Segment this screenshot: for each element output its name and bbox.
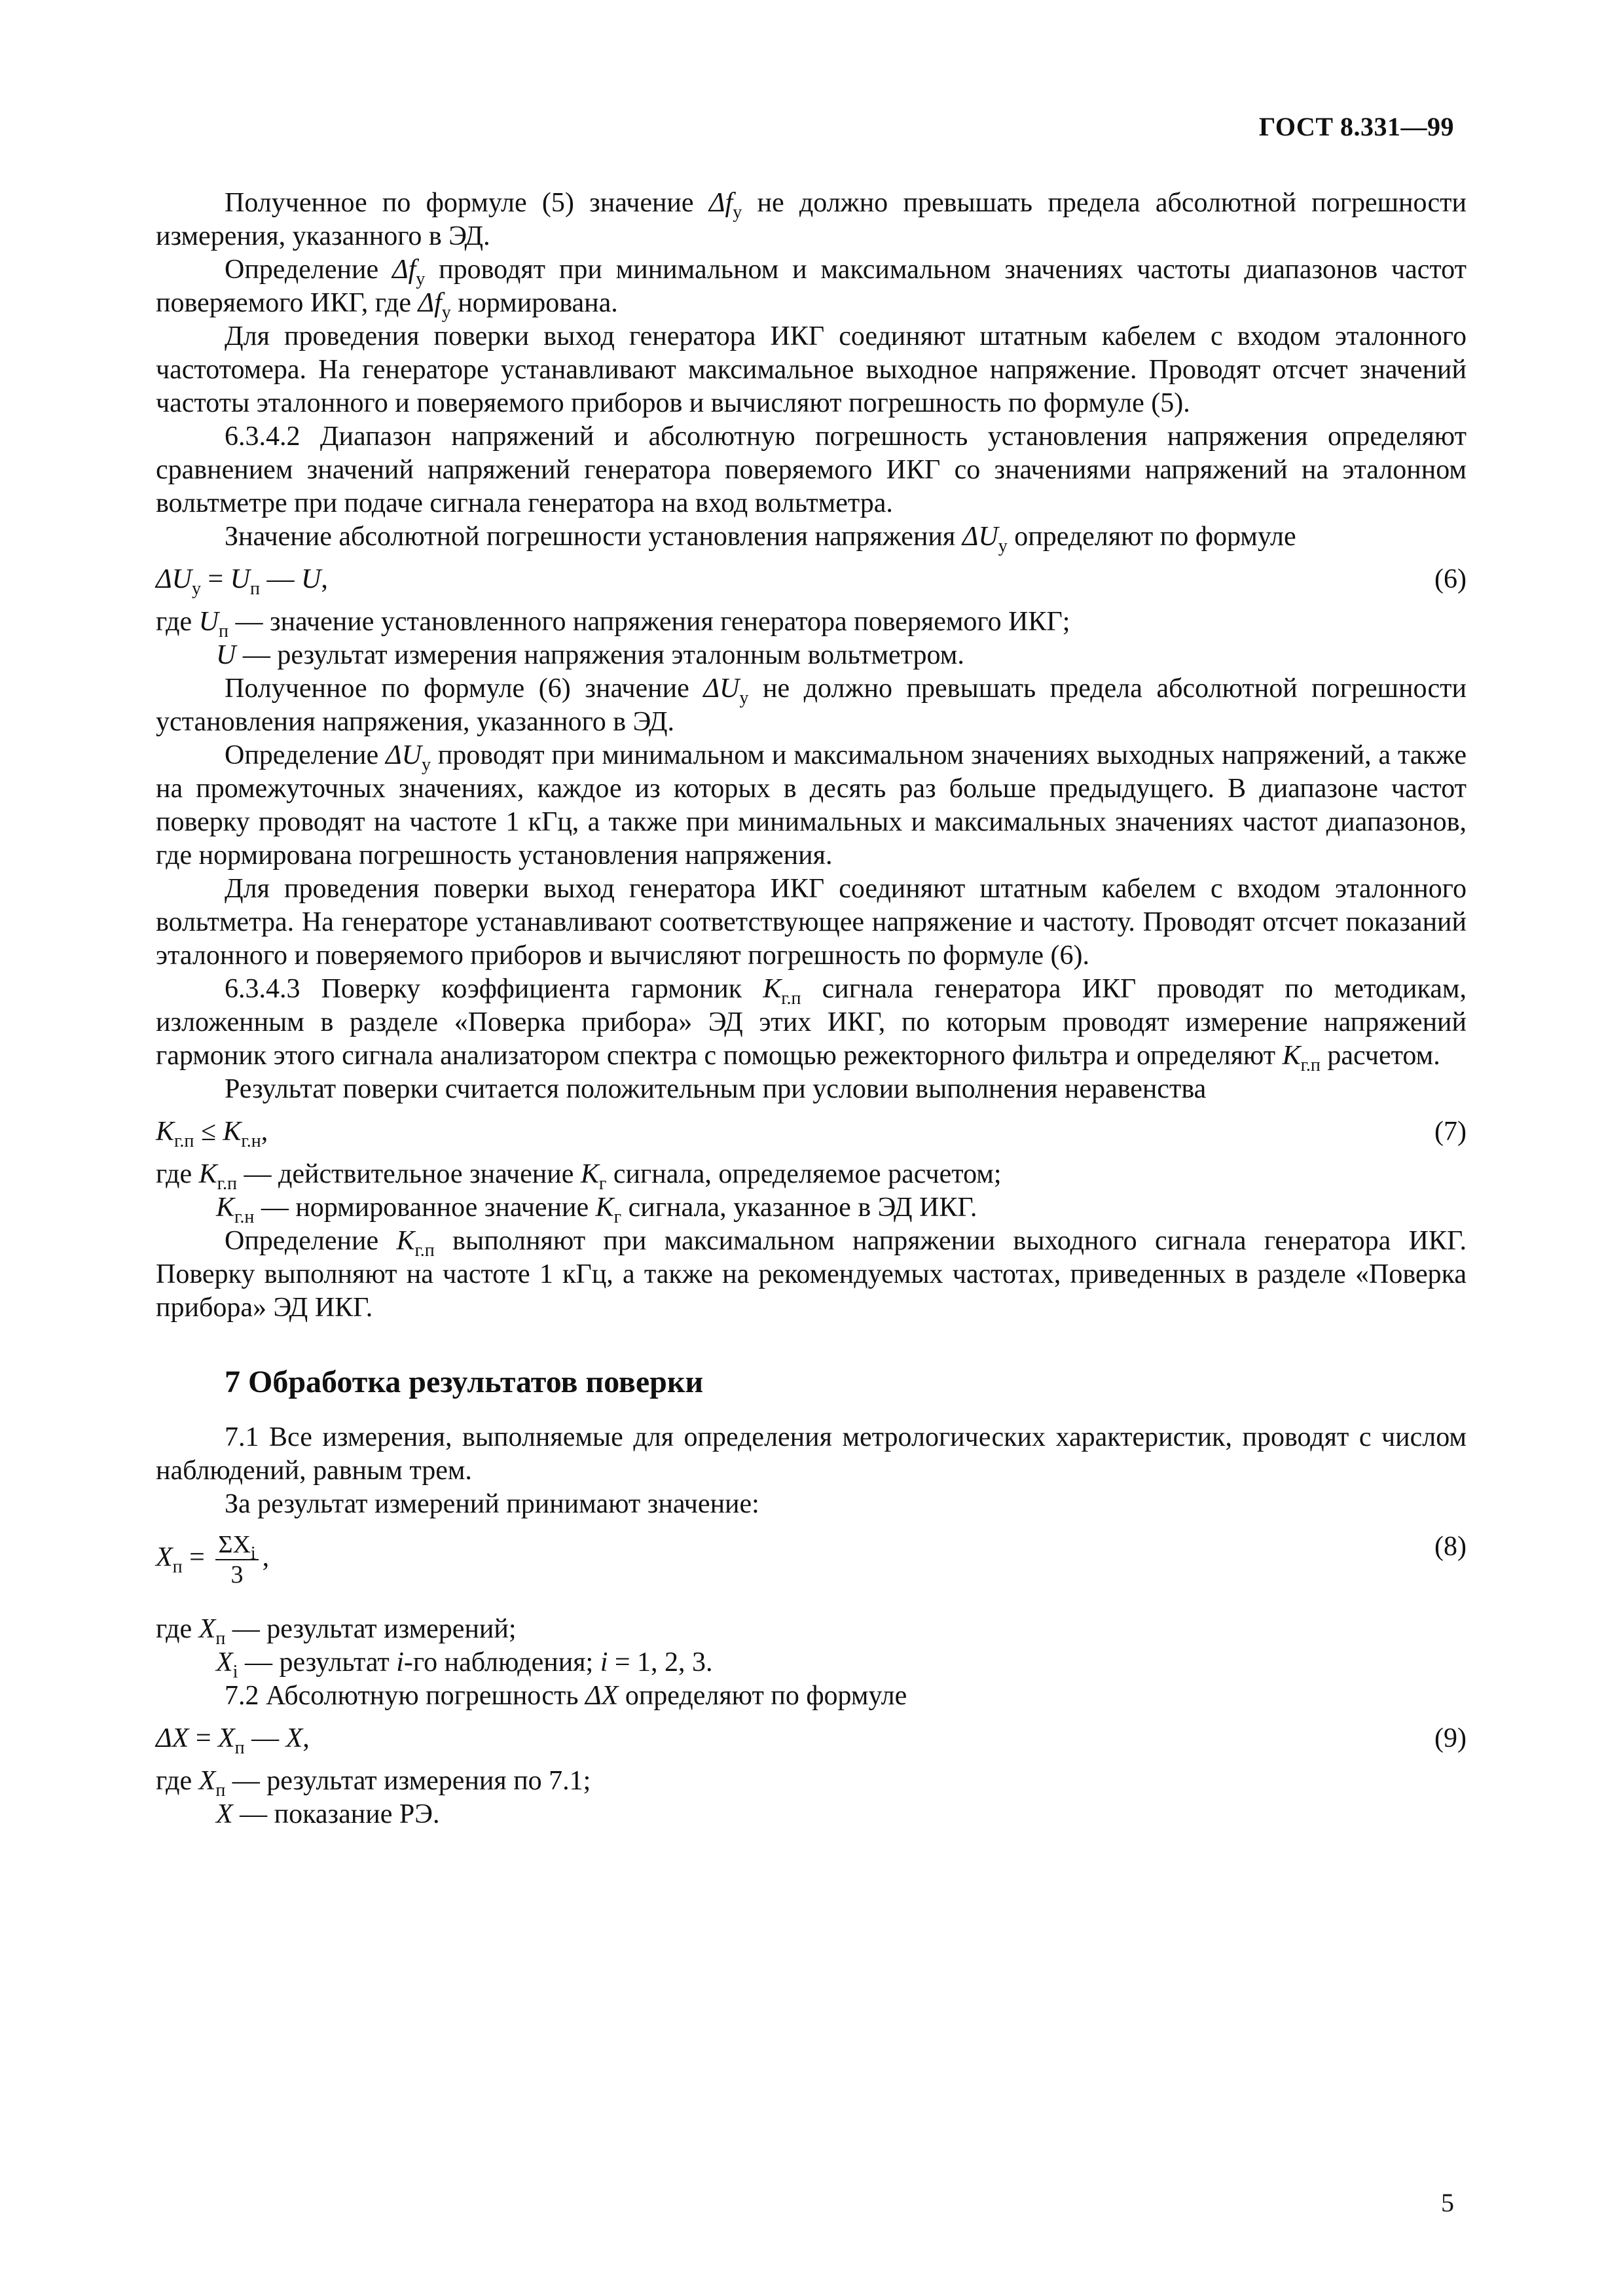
formula-number: (8) (1434, 1532, 1467, 1562)
where-line: X — показание РЭ. (216, 1799, 440, 1829)
where-line: где $X_п$ — результат измерения по 7.1; (156, 1766, 591, 1801)
paragraph: Значение абсолютной погрешности установления напряжения $\Delta U_у$ определяют по формуле (225, 522, 1296, 556)
paragraph: Для проведения поверки выход генератора ИКГ соединяют штатным кабелем с входом эталонного частотомера. На генераторе устанавливают максимальное выходное напряжение. Проводят отсчет значений частоты эталонного и поверяемого приборов и вычисляют погрешность по формуле (5). (156, 321, 1467, 418)
paragraph: 6.3.4.3 Поверку коэффициента гармоник $K_{г.п}$ сигнала генератора ИКГ проводят по методикам, изложенным в разделе «Поверка прибора» ЭД этих ИКГ, по которым проводят измерение напряжений гармоник этого сигнала анализатором спектра с помощью режекторного фильтра и определяют $K_{г.п}$ расчетом. (156, 974, 1467, 1075)
paragraph: Полученное по формуле (5) значение $\Delta f_у$ не должно превышать предела абсолютной погрешности измерения, указанного в ЭД. (156, 188, 1467, 251)
where-line: где $U_п$ — значение установленного напряжения генератора поверяемого ИКГ; (156, 607, 1070, 641)
paragraph: Определение $\Delta f_у$ проводят при минимальном и максимальном значениях частоты диапазонов частот поверяемого ИКГ, где $\Delta f_у$ нормирована. (156, 255, 1467, 323)
page-number: 5 (1441, 2188, 1454, 2217)
document-body (156, 187, 1467, 1831)
formula-6: $\Delta U_у = U_п$ — U, (6) (156, 564, 1467, 599)
paragraph: Для проведения поверки выход генератора ИКГ соединяют штатным кабелем с входом эталонного вольтметра. На генераторе устанавливают соответствующее напряжение и частоту. Проводят отсчет показаний эталонного и поверяемого приборов и вычисляют погрешность по формуле (6). (156, 874, 1467, 971)
where-line: U — результат измерения напряжения эталонным вольтметром. (216, 640, 964, 670)
paragraph: Определение $K_{г.п}$ выполняют при максимальном напряжении выходного сигнала генератора ИКГ. Поверку выполняют на частоте 1 кГц, а также на рекомендуемых частотах, приведенных в разделе «Поверка прибора» ЭД ИКГ. (156, 1226, 1467, 1323)
section-heading: 7 Обработка результатов поверки (225, 1365, 704, 1399)
paragraph: Результат поверки считается положительным при условии выполнения неравенства (225, 1074, 1207, 1104)
formula-number: (7) (1434, 1117, 1467, 1147)
paragraph: За результат измерений принимают значение: (225, 1489, 759, 1519)
formula-number: (9) (1434, 1723, 1467, 1753)
where-line: $X_i$ — результат i-го наблюдения; i = 1, 2, 3. (216, 1647, 713, 1682)
paragraph: Определение $\Delta U_у$ проводят при минимальном и максимальном значениях выходных напряжений, а также на промежуточных значениях, каждое из которых в десять раз больше предыдущего. В диапазоне частот поверку проводят на частоте 1 кГц, а также при минимальных и максимальных значениях частот диапазонов, где нормирована погрешность установления напряжения. (156, 740, 1467, 870)
where-line: где $X_п$ — результат измерений; (156, 1614, 517, 1649)
formula-7: $K_{г.п} \le K_{г.н}$, (7) (156, 1117, 1467, 1151)
document-header-code: ГОСТ 8.331—99 (1258, 112, 1454, 141)
paragraph: 7.2 Абсолютную погрешность ΔX определяют по формуле (225, 1681, 907, 1711)
formula-9: $\Delta X = X_п$ — X, (9) (156, 1723, 1467, 1758)
where-line: где $K_{г.п}$ — действительное значение $K_г$ сигнала, определяемое расчетом; (156, 1159, 1002, 1194)
paragraph: 7.1 Все измерения, выполняемые для определения метрологических характеристик, проводят с числом наблюдений, равным трем. (156, 1422, 1467, 1486)
fraction: $\frac{\Sigma X_i}{3}$ (215, 1530, 258, 1589)
formula-8: $X_п$ = $\frac{\Sigma X_i}{3}$ , (8) (156, 1531, 1467, 1588)
paragraph: 6.3.4.2 Диапазон напряжений и абсолютную погрешность установления напряжения определяют сравнением значений напряжений генератора поверяемого ИКГ со значениями напряжений на эталонном вольтметре при подаче сигнала генератора на вход вольтметра. (156, 422, 1467, 518)
formula-number: (6) (1434, 564, 1467, 594)
where-line: $K_{г.н}$ — нормированное значение $K_г$ сигнала, указанное в ЭД ИКГ. (216, 1193, 977, 1227)
paragraph: Полученное по формуле (6) значение $\Delta U_у$ не должно превышать предела абсолютной погрешности установления напряжения, указанного в ЭД. (156, 673, 1467, 737)
